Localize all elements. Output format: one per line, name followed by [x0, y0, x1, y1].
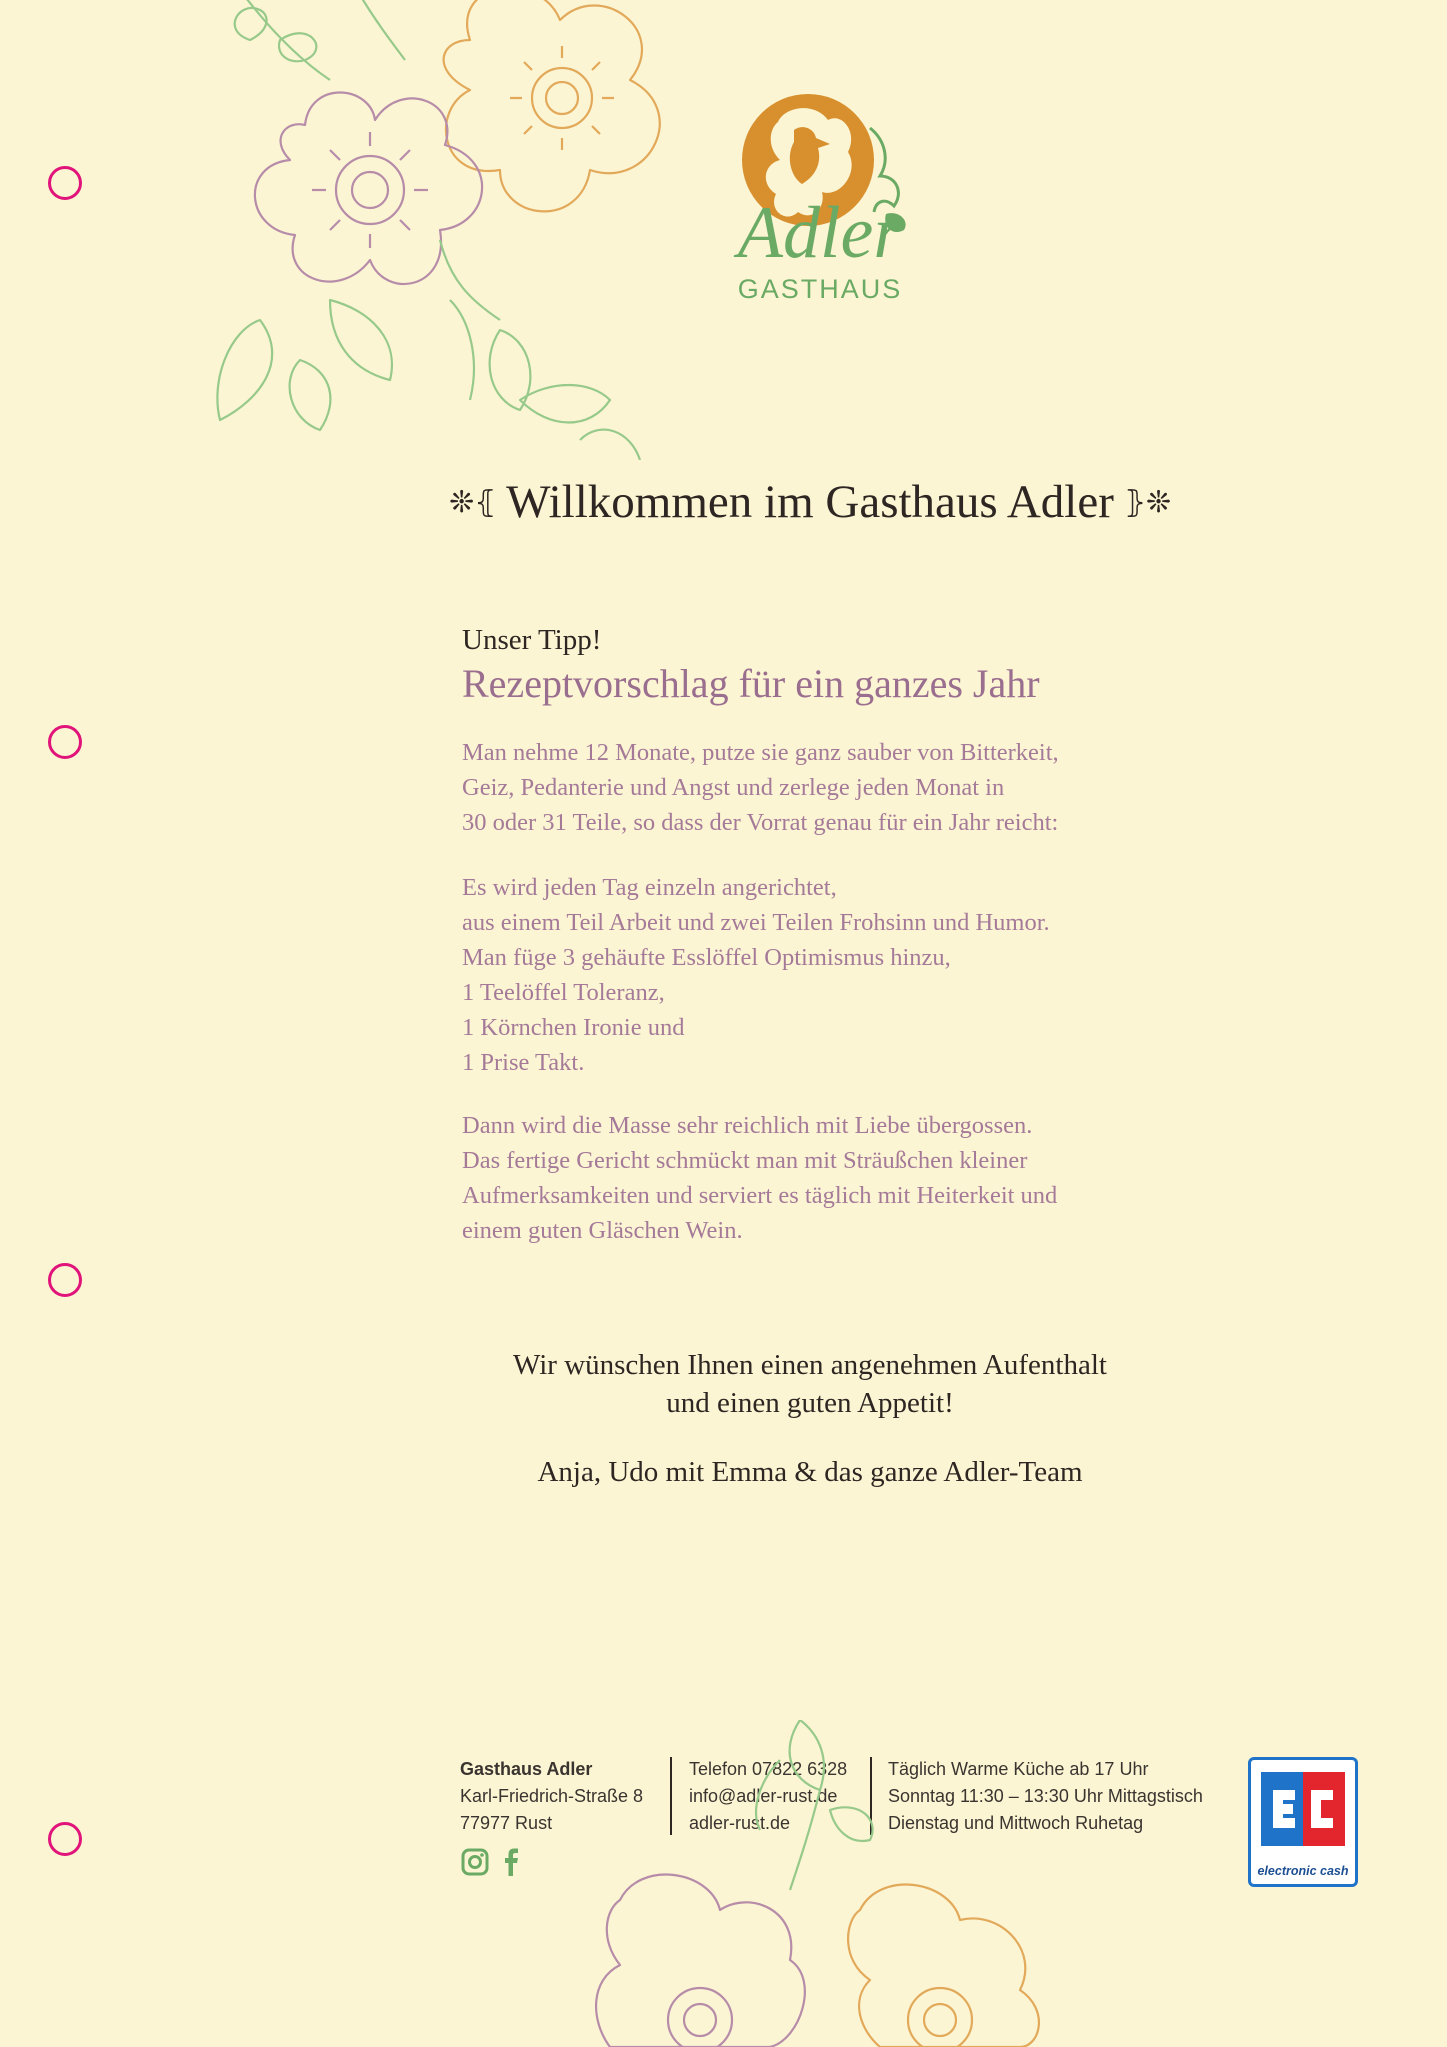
- electronic-cash-logo: [1248, 1757, 1358, 1887]
- welcome-heading-row: [420, 470, 1200, 534]
- recipe-line: Es wird jeden Tag einzeln angerichtet,: [462, 874, 837, 901]
- recipe-line: 1 Prise Takt.: [462, 1049, 585, 1076]
- ec-label: electronic cash: [1257, 1864, 1349, 1878]
- recipe-heading: Rezeptvorschlag für ein ganzes Jahr: [462, 661, 1040, 706]
- welcome-title: Willkommen im Gasthaus Adler: [506, 476, 1114, 528]
- recipe-paragraph-1: [462, 735, 1222, 840]
- punch-hole: [48, 1263, 82, 1297]
- recipe-paragraph-3: [462, 1108, 1222, 1248]
- footer-hours-line: Dienstag und Mittwoch Ruhetag: [888, 1813, 1144, 1833]
- closing-wish: [430, 1346, 1190, 1422]
- punch-hole: [48, 166, 82, 200]
- recipe-paragraph-2: [462, 870, 1222, 1080]
- recipe-line: Aufmerksamkeiten und serviert es täglich mit Heiterkeit und: [462, 1182, 1058, 1209]
- punch-hole: [48, 1822, 82, 1856]
- logo-subtitle: GASTHAUS: [737, 274, 903, 304]
- footer-city: 77977 Rust: [460, 1813, 553, 1833]
- footer-website[interactable]: adler-rust.de: [689, 1813, 791, 1833]
- logo-wordmark: Adler: [737, 192, 903, 274]
- recipe-line: Geiz, Pedanterie und Angst und zerlege jeden Monat in: [462, 774, 1005, 801]
- signature: Anja, Udo mit Emma & das ganze Adler-Team: [537, 1456, 1083, 1488]
- facebook-icon[interactable]: [501, 1848, 521, 1876]
- footer-street: Karl-Friedrich-Straße 8: [460, 1786, 644, 1806]
- social-links: [461, 1848, 521, 1876]
- recipe-line: 1 Teelöffel Toleranz,: [462, 979, 665, 1006]
- punch-hole: [48, 725, 82, 759]
- recipe-line: Das fertige Gericht schmückt man mit Sträußchen kleiner: [462, 1147, 1028, 1174]
- footer-hours-line: Täglich Warme Küche ab 17 Uhr: [888, 1759, 1149, 1779]
- recipe-line: 1 Körnchen Ironie und: [462, 1014, 685, 1041]
- recipe-line: Dann wird die Masse sehr reichlich mit Liebe übergossen.: [462, 1112, 1033, 1139]
- footer-email[interactable]: info@adler-rust.de: [689, 1786, 838, 1806]
- recipe-line: einem guten Gläschen Wein.: [462, 1217, 743, 1244]
- closing-line: und einen guten Appetit!: [666, 1387, 954, 1419]
- ornament-right-icon: ⦄❊: [1123, 484, 1172, 520]
- ec-mark-icon: [1251, 1764, 1355, 1864]
- tipp-label: Unser Tipp!: [462, 624, 602, 656]
- recipe-line: Man füge 3 gehäufte Esslöffel Optimismus hinzu,: [462, 944, 951, 971]
- closing-line: Wir wünschen Ihnen einen angenehmen Aufenthalt: [513, 1349, 1107, 1381]
- recipe-line: Man nehme 12 Monate, putze sie ganz sauber von Bitterkeit,: [462, 739, 1059, 766]
- recipe-line: 30 oder 31 Teile, so dass der Vorrat genau für ein Jahr reicht:: [462, 809, 1059, 836]
- instagram-icon[interactable]: [461, 1848, 489, 1876]
- footer-phone[interactable]: Telefon 07822 6328: [689, 1759, 848, 1779]
- footer-hours-line: Sonntag 11:30 – 13:30 Uhr Mittagstisch: [888, 1786, 1203, 1806]
- footer-name: Gasthaus Adler: [460, 1759, 593, 1779]
- recipe-line: aus einem Teil Arbeit und zwei Teilen Frohsinn und Humor.: [462, 909, 1050, 936]
- floral-illustration-bottom: [580, 1720, 1100, 2047]
- ornament-left-icon: ❊⦃: [448, 484, 497, 520]
- floral-illustration-top: [200, 0, 720, 460]
